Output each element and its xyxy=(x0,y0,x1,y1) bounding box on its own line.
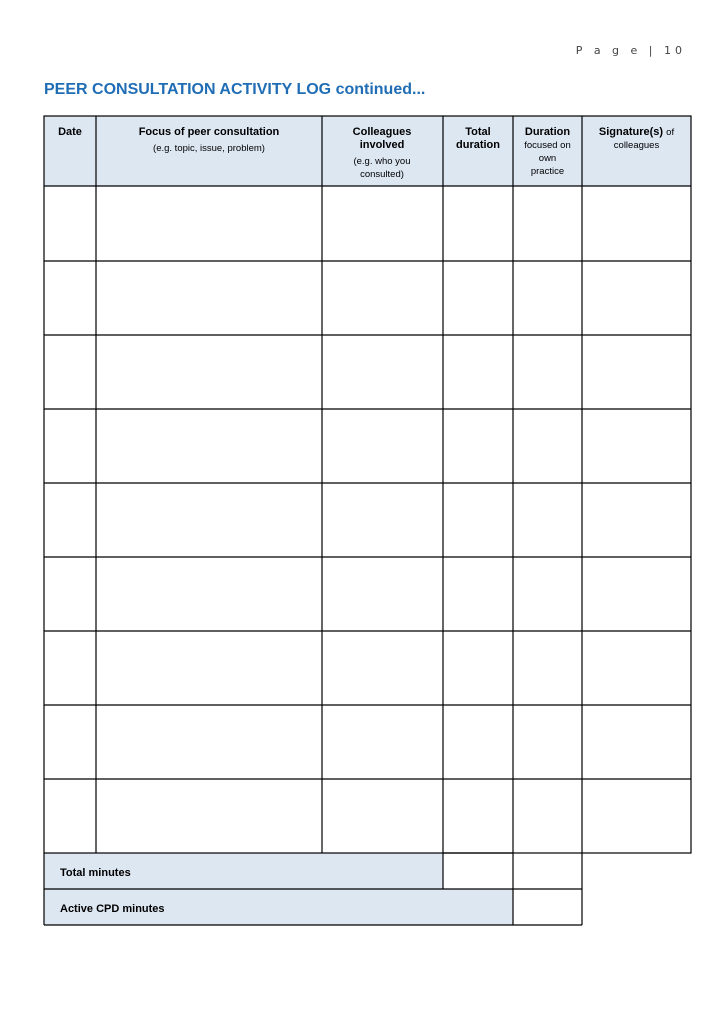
signature-cell[interactable] xyxy=(583,410,690,483)
total-duration-cell[interactable] xyxy=(444,780,512,852)
signature-cell[interactable] xyxy=(583,336,690,409)
focus-cell[interactable] xyxy=(97,410,321,483)
date-cell[interactable] xyxy=(45,558,95,631)
col-header-focus: Focus of peer consultation (e.g. topic, issue, problem) xyxy=(138,126,280,154)
total-duration-cell[interactable] xyxy=(444,706,512,779)
total-duration-cell[interactable] xyxy=(444,410,512,483)
colleagues-cell[interactable] xyxy=(323,336,442,409)
duration-own-practice-cell[interactable] xyxy=(514,558,581,631)
date-cell[interactable] xyxy=(45,187,95,261)
colleagues-cell[interactable] xyxy=(323,558,442,631)
focus-cell[interactable] xyxy=(97,558,321,631)
date-cell[interactable] xyxy=(45,706,95,779)
col-header-colleagues: Colleagues involved (e.g. who you consulted) xyxy=(352,126,412,180)
colleagues-cell[interactable] xyxy=(323,262,442,335)
duration-own-practice-cell[interactable] xyxy=(514,336,581,409)
focus-cell[interactable] xyxy=(97,336,321,409)
active-cpd-label: Active CPD minutes xyxy=(60,903,165,915)
colleagues-cell[interactable] xyxy=(323,706,442,779)
focus-cell[interactable] xyxy=(97,632,321,705)
active-cpd-cell[interactable] xyxy=(514,890,581,924)
focus-cell[interactable] xyxy=(97,484,321,557)
signature-cell[interactable] xyxy=(583,780,690,852)
colleagues-cell[interactable] xyxy=(323,410,442,483)
total-duration-cell[interactable] xyxy=(444,336,512,409)
focus-cell[interactable] xyxy=(97,187,321,261)
page-title: PEER CONSULTATION ACTIVITY LOG continued... xyxy=(44,81,426,98)
col-header-signatures: Signature(s) of colleagues xyxy=(598,126,675,151)
total-minutes-label: Total minutes xyxy=(60,867,131,879)
signature-cell[interactable] xyxy=(583,706,690,779)
colleagues-cell[interactable] xyxy=(323,187,442,261)
col-header-total-duration: Total duration xyxy=(456,126,500,151)
total-duration-cell[interactable] xyxy=(444,632,512,705)
colleagues-cell[interactable] xyxy=(323,780,442,852)
date-cell[interactable] xyxy=(45,632,95,705)
focus-cell[interactable] xyxy=(97,706,321,779)
colleagues-cell[interactable] xyxy=(323,484,442,557)
duration-own-practice-cell[interactable] xyxy=(514,410,581,483)
duration-own-practice-cell[interactable] xyxy=(514,484,581,557)
signature-cell[interactable] xyxy=(583,262,690,335)
date-cell[interactable] xyxy=(45,410,95,483)
date-cell[interactable] xyxy=(45,262,95,335)
col-header-duration: Duration focused on own practice xyxy=(524,126,571,177)
duration-own-practice-cell[interactable] xyxy=(514,706,581,779)
date-cell[interactable] xyxy=(45,484,95,557)
total-duration-cell[interactable] xyxy=(444,262,512,335)
duration-own-practice-cell[interactable] xyxy=(514,780,581,852)
date-cell[interactable] xyxy=(45,336,95,409)
duration-own-practice-cell[interactable] xyxy=(514,262,581,335)
date-cell[interactable] xyxy=(45,780,95,852)
total-duration-cell[interactable] xyxy=(444,187,512,261)
duration-own-practice-cell[interactable] xyxy=(514,187,581,261)
colleagues-cell[interactable] xyxy=(323,632,442,705)
total-minutes-cell[interactable] xyxy=(444,854,512,888)
focus-cell[interactable] xyxy=(97,262,321,335)
total-duration-cell[interactable] xyxy=(444,484,512,557)
duration-own-practice-cell[interactable] xyxy=(514,632,581,705)
page-number: P a g e | 10 xyxy=(575,44,686,57)
signature-cell[interactable] xyxy=(583,484,690,557)
focus-cell[interactable] xyxy=(97,780,321,852)
signature-cell[interactable] xyxy=(583,632,690,705)
signature-cell[interactable] xyxy=(583,187,690,261)
signature-cell[interactable] xyxy=(583,558,690,631)
col-header-date: Date xyxy=(58,126,82,138)
total-duration-cell[interactable] xyxy=(444,558,512,631)
